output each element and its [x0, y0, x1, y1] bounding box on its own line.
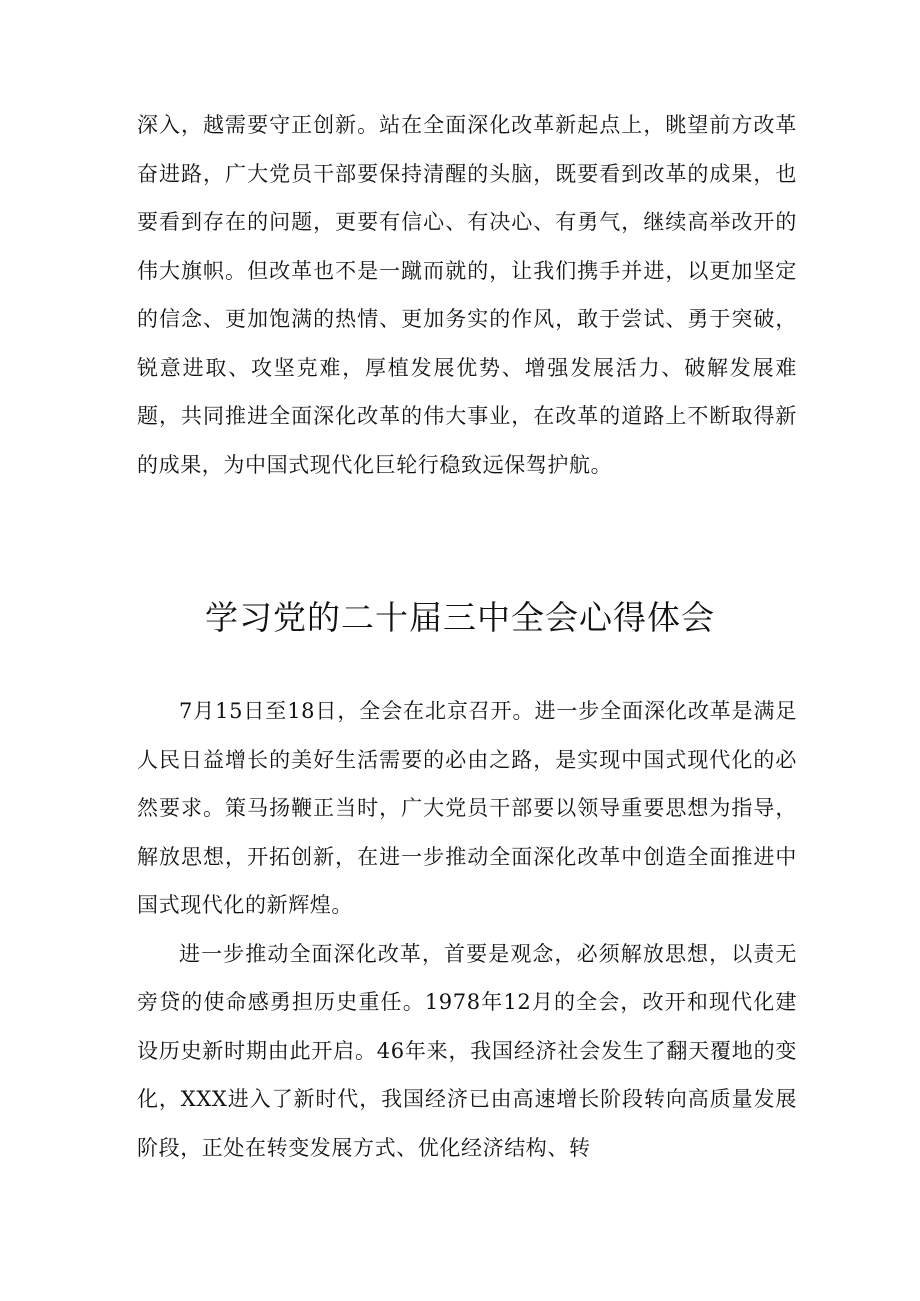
document-title: 学习党的二十届三中全会心得体会 — [205, 598, 715, 637]
continued-paragraph-block — [137, 101, 797, 489]
paragraph-2: 进一步推动全面深化改革，首要是观念，必须解放思想，以责无旁贷的使命感勇担历史重任。1978年12月的全会，改开和现代化建设历史新时期由此开启。46年来，我国经济社会发生了翻天覆地的变化，XXX进入了新时代，我国经济已由高速增长阶段转向高质量发展阶段，正处在转变发展方式、优化经济结构、转 — [137, 941, 797, 1160]
paragraph-1: 7月15日至18日，全会在北京召开。进一步全面深化改革是满足人民日益增长的美好生活需要的必由之路，是实现中国式现代化的必然要求。策马扬鞭正当时，广大党员干部要以领导重要思想为指导，解放思想，开拓创新，在进一步推动全面深化改革中创造全面推进中国式现代化的新辉煌。 — [137, 699, 797, 917]
continued-paragraph: 深入，越需要守正创新。站在全面深化改革新起点上，眺望前方改革奋进路，广大党员干部要保持清醒的头脑，既要看到改革的成果，也要看到存在的问题，更要有信心、有决心、有勇气，继续高举改开的伟大旗帜。但改革也不是一蹴而就的，让我们携手并进，以更加坚定的信念、更加饱满的热情、更加务实的作风，敢于尝试、勇于突破，锐意进取、攻坚克难，厚植发展优势、增强发展活力、破解发展难题，共同推进全面深化改革的伟大事业，在改革的道路上不断取得新的成果，为中国式现代化巨轮行稳致远保驾护航。 — [137, 113, 797, 477]
section-body — [137, 687, 797, 1172]
